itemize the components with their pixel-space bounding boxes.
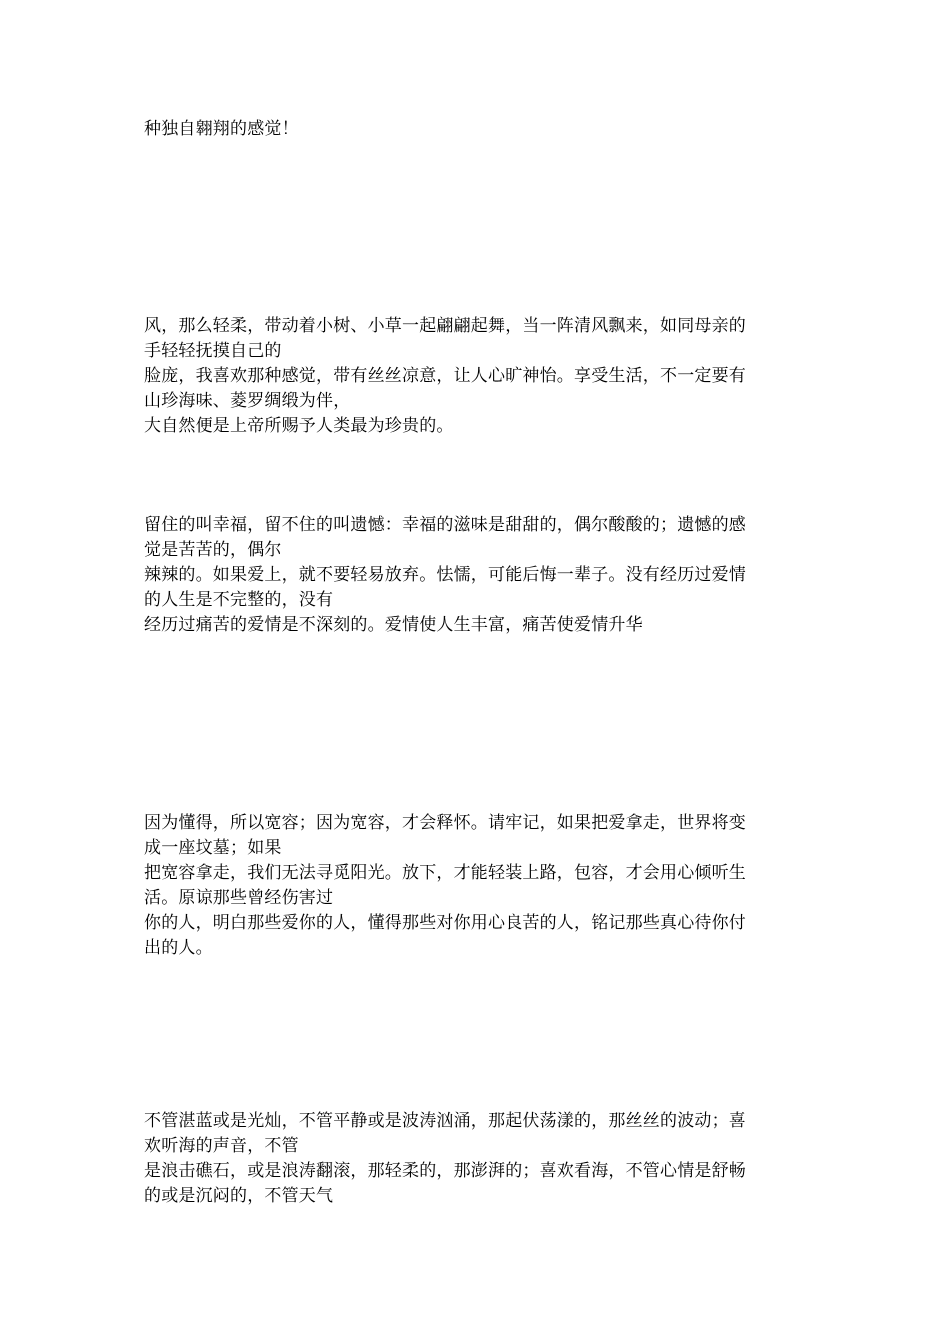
paragraph-line: 是浪击礁石，或是浪涛翻滚，那轻柔的，那澎湃的；喜欢看海，不管心情是舒畅 — [144, 1161, 746, 1181]
paragraph-line: 风，那么轻柔，带动着小树、小草一起翩翩起舞，当一阵清风飘来，如同母亲的 — [144, 316, 746, 336]
paragraph-line: 种独自翱翔的感觉！ — [144, 119, 299, 139]
paragraph-line: 经历过痛苦的爱情是不深刻的。爱情使人生丰富，痛苦使爱情升华 — [144, 615, 643, 635]
paragraph-line: 把宽容拿走，我们无法寻觅阳光。放下，才能轻装上路，包容，才会用心倾听生 — [144, 863, 746, 883]
paragraph-line: 大自然便是上帝所赐予人类最为珍贵的。 — [144, 416, 454, 436]
paragraph-line: 的或是沉闷的，不管天气 — [144, 1186, 334, 1206]
paragraph-line: 辣辣的。如果爱上，就不要轻易放弃。怯懦，可能后悔一辈子。没有经历过爱情 — [144, 565, 746, 585]
paragraph-line: 欢听海的声音，不管 — [144, 1136, 299, 1156]
paragraph-line: 觉是苦苦的，偶尔 — [144, 540, 282, 560]
paragraph-line: 你的人，明白那些爱你的人，懂得那些对你用心良苦的人，铭记那些真心待你付 — [144, 913, 746, 933]
paragraph-line: 活。原谅那些曾经伤害过 — [144, 888, 334, 908]
paragraph-line: 手轻轻抚摸自己的 — [144, 341, 282, 361]
paragraph-line: 留住的叫幸福，留不住的叫遗憾：幸福的滋味是甜甜的，偶尔酸酸的；遗憾的感 — [144, 515, 746, 535]
paragraph-line: 的人生是不完整的，没有 — [144, 590, 334, 610]
paragraph-line: 成一座坟墓；如果 — [144, 838, 282, 858]
paragraph-line: 不管湛蓝或是光灿，不管平静或是波涛汹涌，那起伏荡漾的，那丝丝的波动；喜 — [144, 1111, 746, 1131]
paragraph-line: 山珍海味、菱罗绸缎为伴， — [144, 391, 351, 411]
paragraph-line: 因为懂得，所以宽容；因为宽容，才会释怀。请牢记，如果把爱拿走，世界将变 — [144, 813, 746, 833]
paragraph-line: 出的人。 — [144, 938, 213, 958]
paragraph-line: 脸庞，我喜欢那种感觉，带有丝丝凉意，让人心旷神怡。享受生活，不一定要有 — [144, 366, 746, 386]
